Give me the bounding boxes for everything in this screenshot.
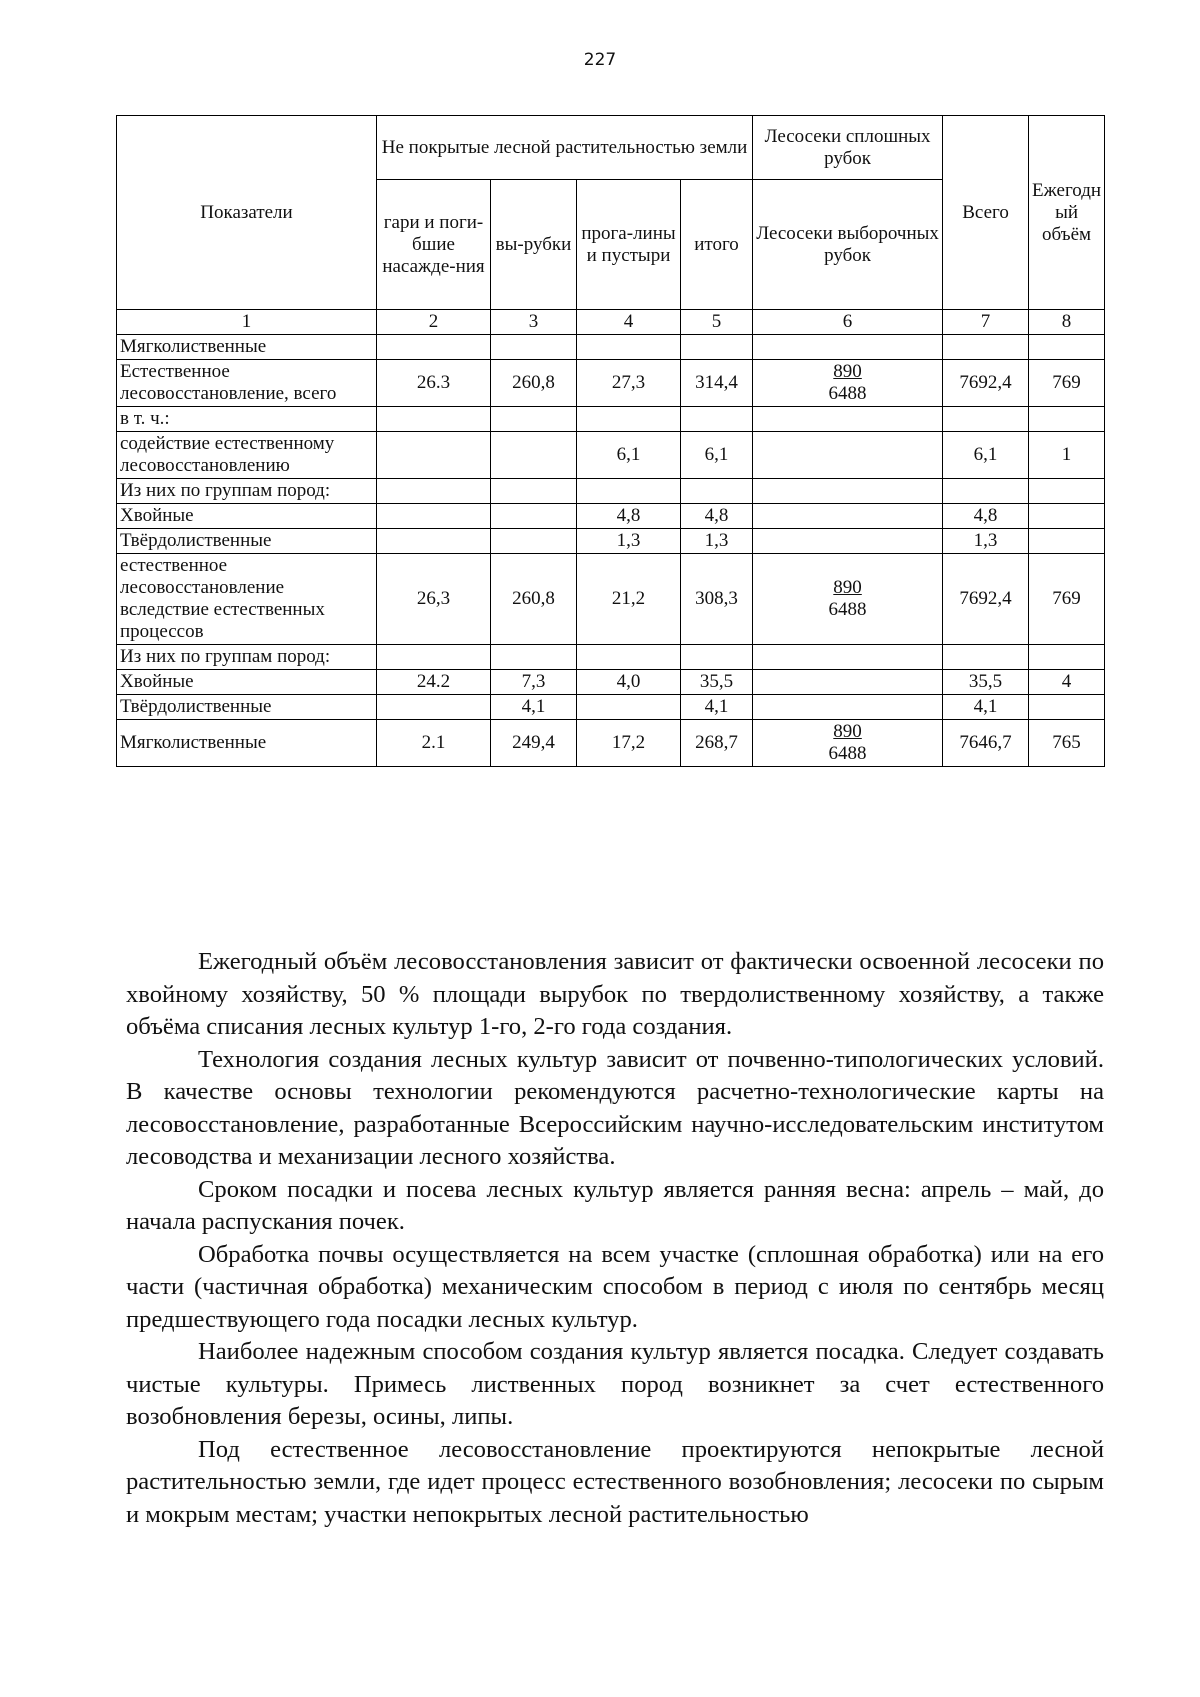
cell-c8: 769 [1029,554,1105,645]
cell-c5: 6,1 [681,432,753,479]
cell-c2 [377,645,491,670]
cell-c8: 1 [1029,432,1105,479]
header-selective: Лесосеки выборочных рубок [753,180,943,310]
row-label: Твёрдолиственные [117,529,377,554]
header-clearings: прога-лины и пустыри [577,180,681,310]
cell-c3: 7,3 [491,670,577,695]
header-total: Всего [943,116,1029,310]
table-row [117,479,1105,504]
header-row-1 [117,116,1105,180]
cell-c2 [377,529,491,554]
cell-c4: 6,1 [577,432,681,479]
cell-c3 [491,645,577,670]
cell-c3 [491,432,577,479]
paragraph: Технология создания лесных культур зависит от почвенно-типологических условий. В качестве основы технологии рекомендуются расчетно-технологические карты на лесовосстановление, разработанные Всероссийским научно-исследовательским институтом лесоводства и механизации лесного хозяйства. [126,1045,1104,1170]
fraction-bottom: 6488 [828,383,867,404]
cell-c4 [577,479,681,504]
table-row [117,335,1105,360]
table-row [117,554,1105,645]
cell-c8 [1029,645,1105,670]
paragraph: Обработка почвы осуществляется на всем участке (сплошная обработка) или на его части (частичная обработка) механическим способом в период с июля по сентябрь месяц предшествующего года посадки лесных культур. [126,1240,1104,1333]
row-label: Из них по группам пород: [117,479,377,504]
fraction-top: 890 [833,721,862,742]
header-indicators: Показатели [117,116,377,310]
cell-c6 [753,360,943,407]
cell-c6 [753,335,943,360]
cell-c7: 1,3 [943,529,1029,554]
cell-c5 [681,645,753,670]
cell-c5: 1,3 [681,529,753,554]
row-label: Естественное лесовосстановление, всего [117,360,377,407]
cell-c6 [753,720,943,767]
cell-c2: 24.2 [377,670,491,695]
cell-c3 [491,504,577,529]
header-annual: Ежегодн ый объём [1029,116,1105,310]
cell-c4: 4,0 [577,670,681,695]
table-row [117,645,1105,670]
column-number: 2 [377,310,491,335]
cell-c4: 4,8 [577,504,681,529]
cell-c2 [377,504,491,529]
row-label: в т. ч.: [117,407,377,432]
row-label: Мягколиственные [117,720,377,767]
column-number: 3 [491,310,577,335]
row-label: Хвойные [117,504,377,529]
cell-c7: 4,1 [943,695,1029,720]
table-row [117,504,1105,529]
cell-c8: 765 [1029,720,1105,767]
cell-c2: 26,3 [377,554,491,645]
header-subtotal: итого [681,180,753,310]
paragraph: Ежегодный объём лесовосстановления зависит от фактически освоенной лесосеки по хвойному хозяйству, 50 % площади вырубок по твердолиственному хозяйству, а также объёма списания лесных культур 1-го, 2-го года создания. [126,948,1104,1040]
paragraph: Наиболее надежным способом создания культур является посадка. Следует создавать чистые культуры. Примесь лиственных пород возникнет за счет естественного возобновления березы, осины, липы. [126,1338,1104,1430]
cell-c7 [943,335,1029,360]
cell-c3: 260,8 [491,360,577,407]
fraction-bottom: 6488 [828,743,867,764]
cell-c3 [491,335,577,360]
column-number: 5 [681,310,753,335]
body-text [126,946,1104,1531]
cell-c3 [491,479,577,504]
table-row [117,360,1105,407]
page-number: 227 [583,50,617,70]
cell-c7: 7692,4 [943,360,1029,407]
fraction-top: 890 [833,577,862,598]
column-number-row [117,310,1105,335]
cell-c5 [681,479,753,504]
cell-c7: 7692,4 [943,554,1029,645]
column-number: 7 [943,310,1029,335]
cell-c6 [753,432,943,479]
table-row [117,695,1105,720]
cell-c5: 4,8 [681,504,753,529]
cell-c8: 769 [1029,360,1105,407]
cell-c8 [1029,479,1105,504]
header-burned: гари и поги-бшие насажде-ния [377,180,491,310]
cell-c8 [1029,529,1105,554]
fraction-top: 890 [833,361,862,382]
cell-c4 [577,335,681,360]
cell-c4: 27,3 [577,360,681,407]
cell-c3 [491,529,577,554]
cell-c5 [681,335,753,360]
cell-c6 [753,504,943,529]
row-label: Мягколиственные [117,335,377,360]
cell-c3: 249,4 [491,720,577,767]
row-label: Хвойные [117,670,377,695]
cell-c7: 35,5 [943,670,1029,695]
cell-c7 [943,407,1029,432]
table-row [117,720,1105,767]
cell-c8 [1029,335,1105,360]
header-clear-cut-group: Лесосеки сплошных рубок [753,116,943,180]
cell-c5: 268,7 [681,720,753,767]
cell-c2 [377,407,491,432]
cell-c6 [753,645,943,670]
table-row [117,432,1105,479]
cell-c3: 260,8 [491,554,577,645]
cell-c2 [377,695,491,720]
column-number: 1 [117,310,377,335]
cell-c2 [377,335,491,360]
row-label: содействие естественному лесовосстановлению [117,432,377,479]
cell-c7 [943,479,1029,504]
cell-c5 [681,407,753,432]
cell-c6 [753,695,943,720]
cell-c4: 21,2 [577,554,681,645]
cell-c5: 35,5 [681,670,753,695]
cell-c7: 7646,7 [943,720,1029,767]
cell-c4: 1,3 [577,529,681,554]
cell-c6 [753,670,943,695]
cell-c6 [753,554,943,645]
fraction-bottom: 6488 [828,599,867,620]
column-number: 4 [577,310,681,335]
fraction-value [829,721,867,765]
cell-c2: 26.3 [377,360,491,407]
cell-c6 [753,479,943,504]
cell-c8: 4 [1029,670,1105,695]
cell-c2 [377,432,491,479]
cell-c7 [943,645,1029,670]
cell-c5: 314,4 [681,360,753,407]
table-row [117,670,1105,695]
table-row [117,407,1105,432]
column-number: 8 [1029,310,1105,335]
cell-c4: 17,2 [577,720,681,767]
fraction-value [829,577,867,621]
cell-c5: 4,1 [681,695,753,720]
forest-restoration-table [116,115,1105,767]
cell-c5: 308,3 [681,554,753,645]
cell-c4 [577,645,681,670]
column-number: 6 [753,310,943,335]
header-cuttings: вы-рубки [491,180,577,310]
cell-c8 [1029,504,1105,529]
row-label: естественное лесовосстановление вследствие естественных процессов [117,554,377,645]
cell-c3: 4,1 [491,695,577,720]
cell-c8 [1029,695,1105,720]
cell-c2: 2.1 [377,720,491,767]
cell-c3 [491,407,577,432]
header-not-covered-group: Не покрытые лесной растительностью земли [377,116,753,180]
cell-c8 [1029,407,1105,432]
cell-c7: 6,1 [943,432,1029,479]
paragraph: Под естественное лесовосстановление проектируются непокрытые лесной растительностью земли, где идет процесс естественного возобновления; лесосеки по сырым и мокрым местам; участки непокрытых лесной растительностью [126,1435,1104,1528]
fraction-value [829,361,867,405]
row-label: Из них по группам пород: [117,645,377,670]
cell-c7: 4,8 [943,504,1029,529]
cell-c2 [377,479,491,504]
table-row [117,529,1105,554]
cell-c4 [577,407,681,432]
paragraph: Сроком посадки и посева лесных культур является ранняя весна: апрель – май, до начала распускания почек. [126,1175,1104,1235]
row-label: Твёрдолиственные [117,695,377,720]
cell-c6 [753,529,943,554]
cell-c4 [577,695,681,720]
cell-c6 [753,407,943,432]
